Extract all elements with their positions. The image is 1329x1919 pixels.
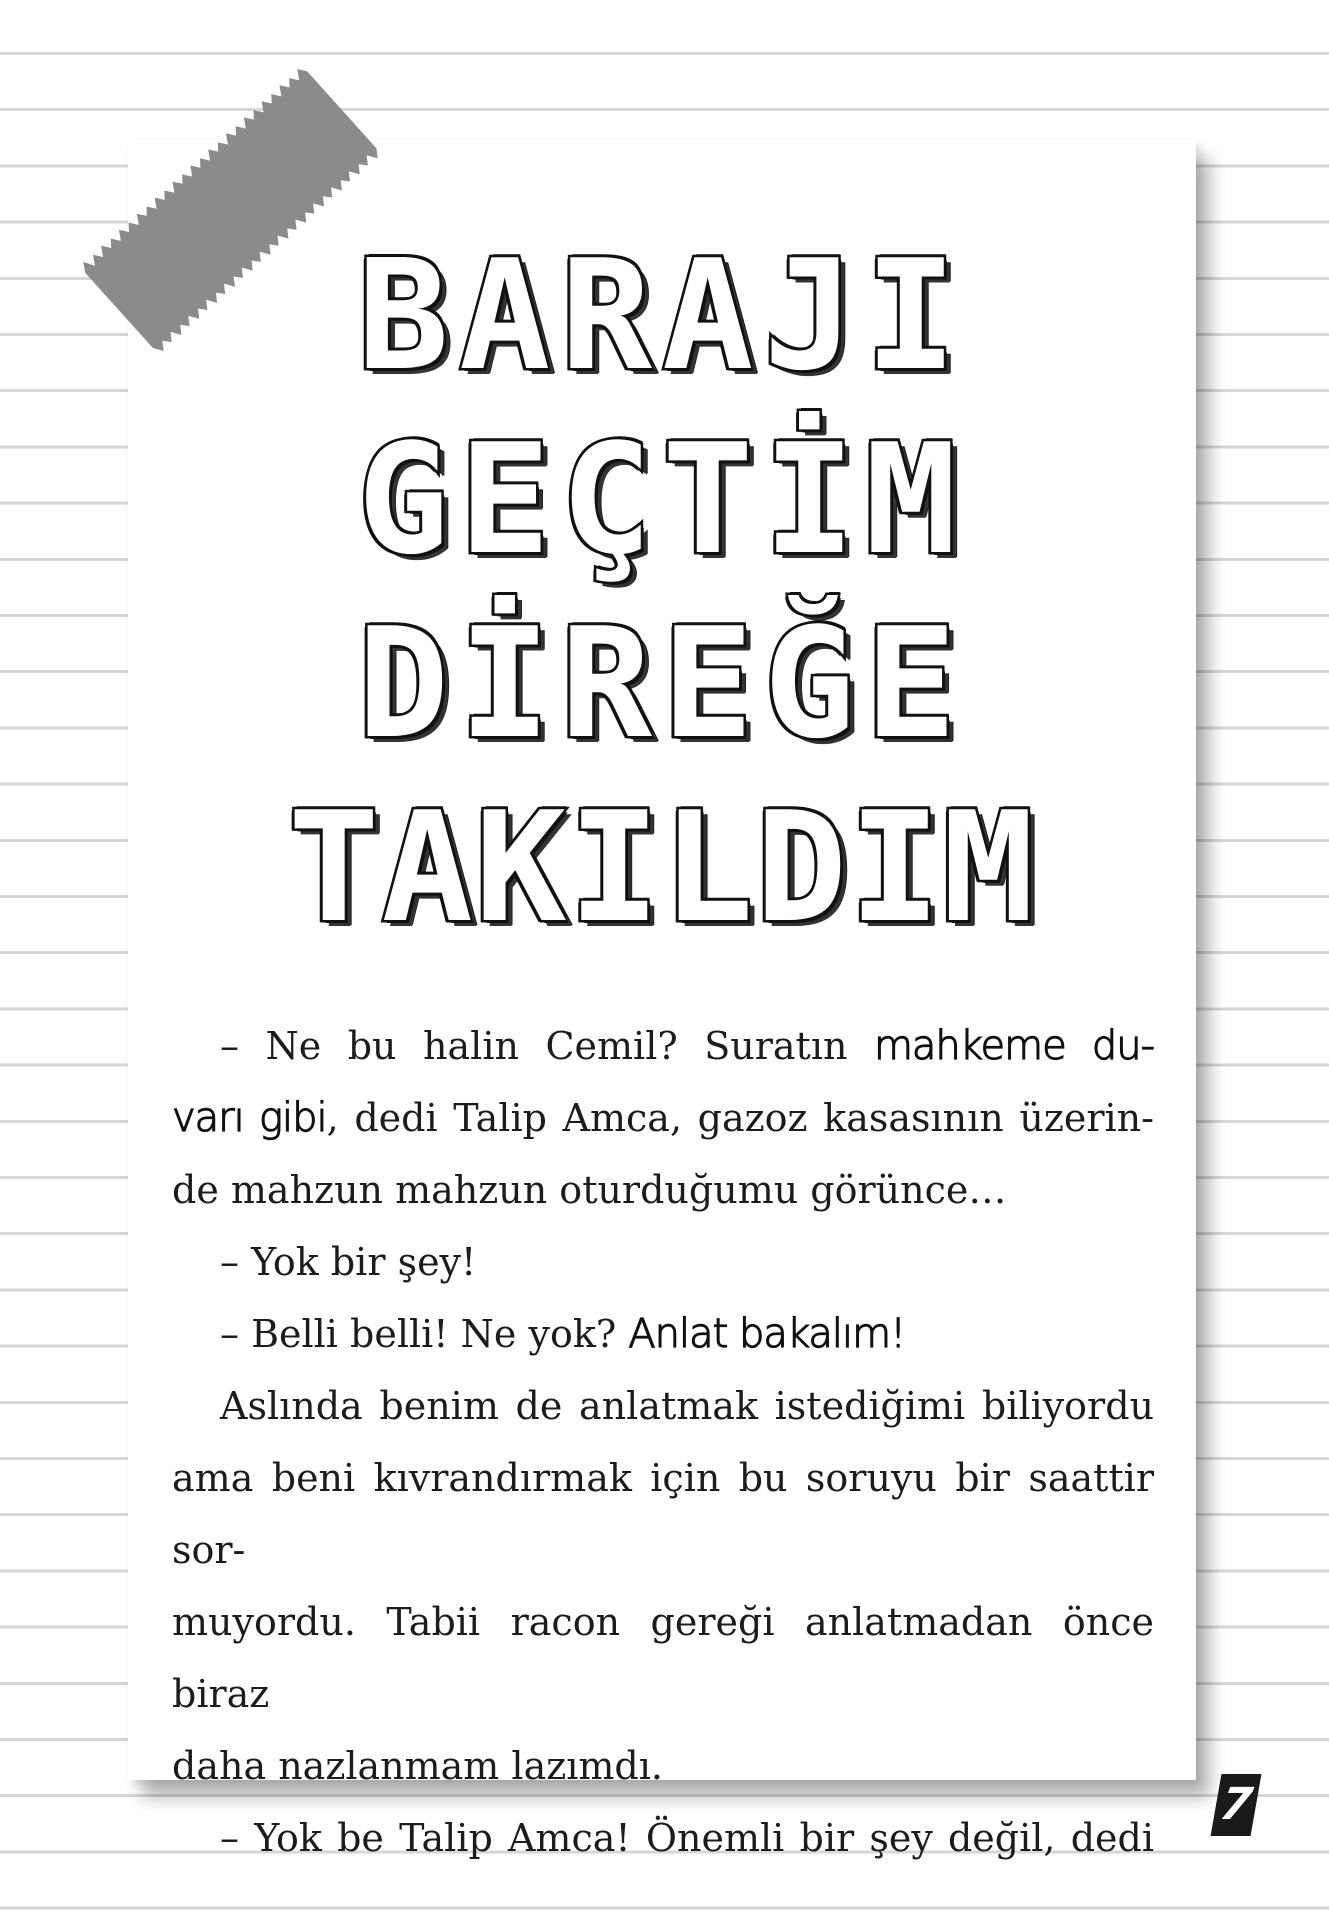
text-run: – Belli belli! Ne yok? (220, 1312, 629, 1356)
title-line-2: GEÇTİM (357, 411, 967, 588)
handwritten-phrase: mahkeme du- (873, 1023, 1155, 1069)
paragraph-1-line-2 (172, 1082, 1154, 1154)
text-run: , dedi Talip Amca, gazoz kasasının üzerin- (326, 1096, 1154, 1140)
page-number: 7 (1211, 1774, 1262, 1836)
paragraph-4-line-1: Aslında benim de anlatmak istediğimi biliyordu (220, 1384, 1154, 1428)
handwritten-phrase: Anlat bakalım! (628, 1311, 906, 1357)
paragraph-4-line-4: daha nazlanmam lazımdı. (172, 1744, 663, 1788)
paragraph-4-line-3: muyordu. Tabii racon gereği anlatmadan önce biraz (172, 1600, 1154, 1716)
title-line-4: TAKILDIM (287, 779, 1037, 956)
chapter-body (172, 1010, 1154, 1874)
chapter-title (128, 227, 1196, 956)
paragraph-2: – Yok bir şey! (220, 1240, 477, 1284)
paragraph-4-line-2: ama beni kıvrandırmak için bu soruyu bir saattir sor- (172, 1456, 1154, 1572)
title-line-3: DİREĞE (357, 595, 967, 772)
paragraph-3 (172, 1298, 1154, 1370)
text-run: – Ne bu halin Cemil? Suratın (220, 1024, 874, 1068)
paragraph-1-line-3: de mahzun mahzun oturduğumu görünce… (172, 1168, 1007, 1212)
paragraph-5: – Yok be Talip Amca! Önemli bir şey değil, dedi (220, 1816, 1154, 1860)
title-line-1: BARAJI (357, 227, 967, 404)
paragraph-1-line-1 (172, 1010, 1154, 1082)
handwritten-phrase: varı gibi (172, 1095, 327, 1141)
